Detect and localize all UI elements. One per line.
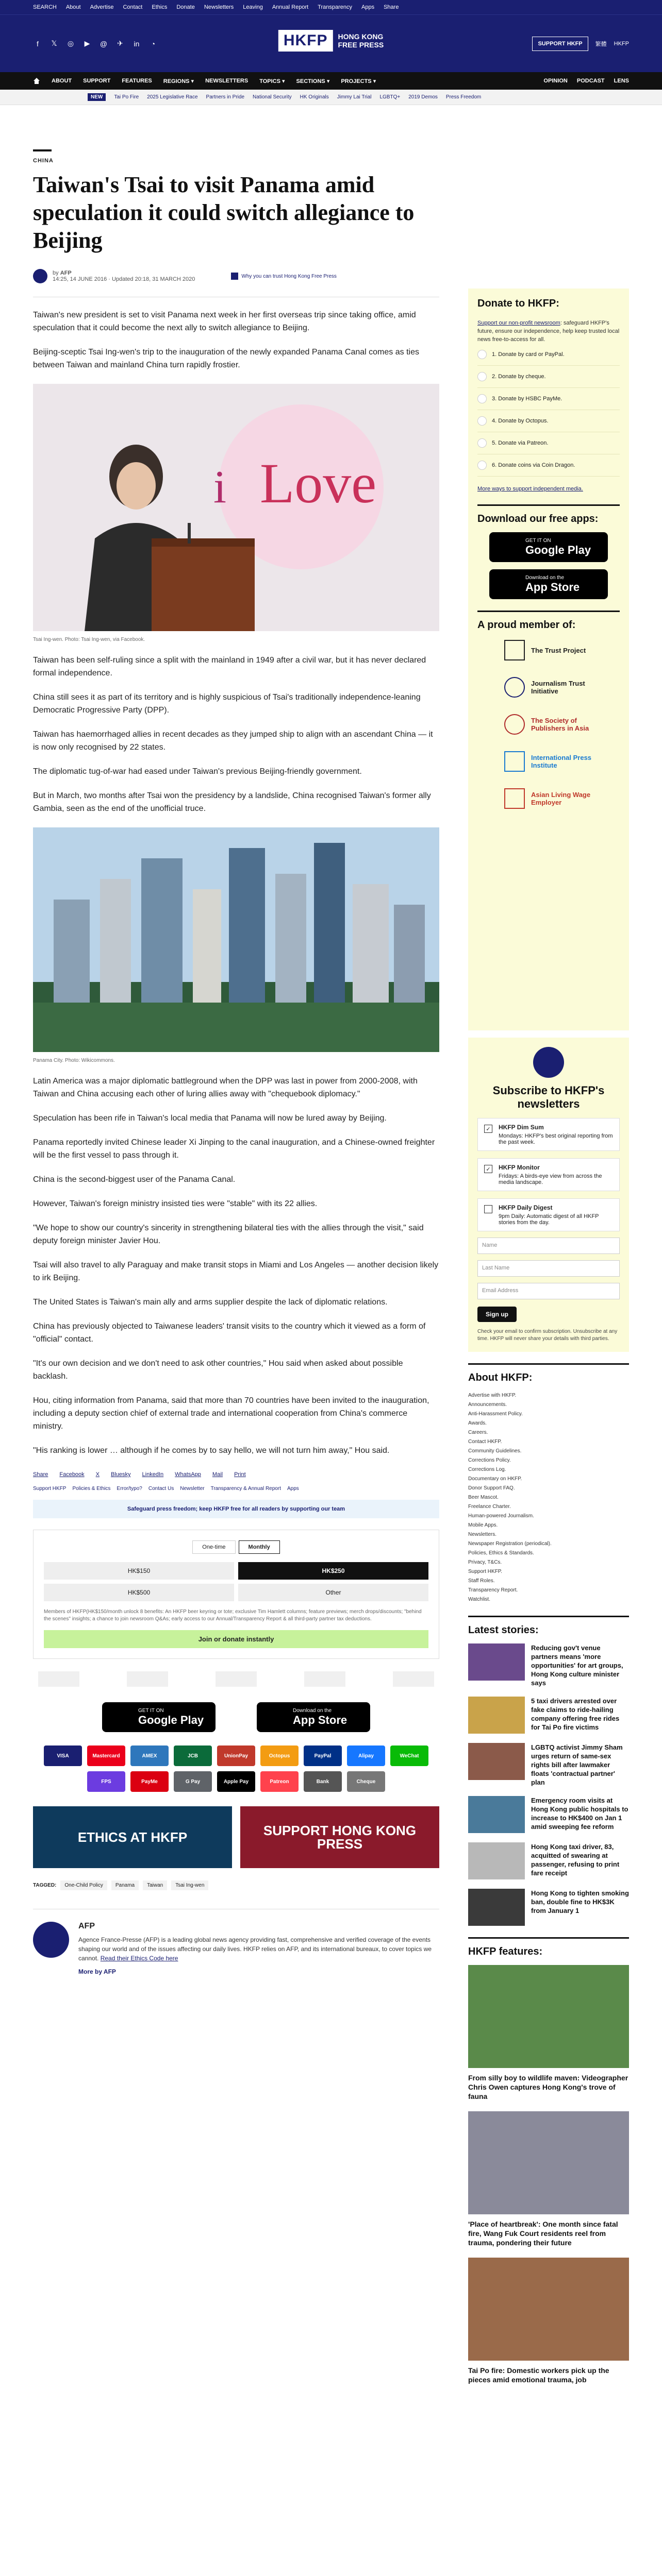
signup-note: Check your email to confirm subscription. Unsubscribe at any time. HKFP will never share your details with third parties. (477, 1329, 618, 1342)
byline (33, 269, 439, 297)
footer-link[interactable]: Newsletter (180, 1486, 205, 1492)
photo-caption: Tsai Ing-wen. Photo: Tsai Ing-wen, via Facebook. (33, 637, 145, 642)
trending-item[interactable]: HK Originals (300, 94, 329, 100)
article-body (33, 309, 439, 1457)
ethics-promo[interactable]: ETHICS AT HKFP (33, 1806, 232, 1868)
tags (33, 1880, 439, 1890)
google-play-badge[interactable]: GET IT ON Google Play (489, 532, 608, 562)
panama-image (33, 827, 439, 1052)
share-x[interactable]: X (95, 1471, 100, 1478)
paragraph: Tsai will also travel to ally Paraguay and make transit stops in Miami and Los Angeles — another decision likely to irk Beijing. (33, 1261, 439, 1282)
x-icon[interactable]: 𝕏 (51, 39, 57, 47)
app-store-badge[interactable]: Download on the App Store (257, 1702, 370, 1732)
share-print[interactable]: Print (234, 1471, 246, 1478)
support-promo[interactable]: SUPPORT HONG KONG PRESS (240, 1806, 439, 1868)
bluesky-icon[interactable]: ✈ (117, 39, 123, 47)
author-avatar (33, 269, 47, 283)
footer-link[interactable]: Contact Us (148, 1486, 174, 1492)
payment-logo[interactable]: G Pay (174, 1771, 212, 1792)
paragraph: The United States is Taiwan's main ally and arms supplier despite the lack of diplomatic relations. (33, 1298, 388, 1307)
payment-logo[interactable]: Bank (304, 1771, 342, 1792)
main-nav (0, 72, 662, 90)
logo-text: HONG KONG FREE PRESS (338, 32, 384, 49)
linkedin-icon[interactable]: in (134, 39, 140, 48)
share-mail[interactable]: Mail (212, 1471, 223, 1478)
search-link[interactable]: SEARCH (33, 4, 57, 10)
article-title: Taiwan's Tsai to visit Panama amid speculation it could switch allegiance to Beijing (33, 172, 415, 253)
footer-links (33, 1486, 439, 1492)
about-link[interactable]: Human-powered Journalism. (468, 1513, 534, 1519)
more-ways-link[interactable]: More ways to support independent media. (477, 486, 583, 492)
tsai-image (33, 384, 439, 631)
tag[interactable]: Tsai Ing-wen (171, 1880, 208, 1890)
safeguard-banner[interactable]: Safeguard press freedom; keep HKFP free for all readers by supporting our team (33, 1500, 439, 1518)
top-bar (0, 0, 662, 14)
trending-nav (0, 90, 662, 105)
partner-logos (33, 1671, 439, 1687)
about-link[interactable]: Support HKFP. (468, 1569, 502, 1574)
threads-icon[interactable]: @ (100, 39, 108, 48)
member-logo[interactable]: The Society of Publishers in Asia (477, 713, 620, 736)
tag[interactable]: Panama (111, 1880, 139, 1890)
footer-link[interactable]: Apps (287, 1486, 299, 1492)
author-logo (33, 1922, 69, 1958)
chinese-link[interactable]: 繁體 (595, 41, 607, 47)
google-play-badge[interactable]: GET IT ON Google Play (102, 1702, 216, 1732)
about-link[interactable]: Announcements. (468, 1402, 507, 1408)
panama-photo (33, 827, 439, 1063)
svg-text:i: i (213, 462, 227, 513)
payment-logo[interactable]: WeChat (390, 1745, 428, 1766)
payment-logo[interactable]: Octopus (260, 1745, 299, 1766)
advertise-link[interactable]: Advertise (90, 4, 114, 10)
newsletters-link[interactable]: Newsletters (204, 4, 234, 10)
sopa-logo[interactable] (216, 1671, 257, 1687)
donate-link[interactable]: Donate (176, 4, 195, 10)
share-facebook[interactable]: Facebook (59, 1471, 85, 1478)
name-field[interactable]: Name (477, 1238, 620, 1254)
payment-methods (33, 1745, 439, 1792)
donate-option[interactable]: 3. Donate by HSBC PayMe. (477, 394, 620, 410)
nav-regions[interactable]: REGIONS ▾ (163, 78, 194, 84)
member-logo[interactable]: International Press Institute (477, 750, 620, 773)
paragraph: "We hope to show our country's sincerity in strengthening bilateral ties with the allies through the visit," said deputy foreign minister Javier Hou. (33, 1224, 424, 1245)
rss-icon[interactable]: ◔ (151, 39, 156, 48)
youtube-icon[interactable]: ▶ (84, 39, 90, 47)
paragraph: China still sees it as part of its territory and is highly suspicious of Tsai's traditionally independence-leaning Democratic Progressive Party (DPP). (33, 693, 421, 715)
hkfp-badge-icon (533, 1047, 564, 1078)
about-link[interactable]: Newsletters. (468, 1532, 497, 1537)
share-whatsapp[interactable]: WhatsApp (175, 1471, 201, 1478)
about-link[interactable]: Donor Support FAQ. (468, 1485, 515, 1491)
share-linkedin[interactable]: LinkedIn (142, 1471, 164, 1478)
transparency-link[interactable]: Transparency (318, 4, 353, 10)
nav-podcast[interactable]: PODCAST (576, 78, 605, 84)
paragraph: China is the second-biggest user of the Panama Canal. (33, 1175, 236, 1184)
about-link[interactable]: Corrections Policy. (468, 1458, 511, 1463)
nav-sections[interactable]: SECTIONS ▾ (296, 78, 330, 84)
photo-caption: Panama City. Photo: Wikicommons. (33, 1058, 115, 1063)
about-link[interactable]: Beer Mascot. (468, 1495, 499, 1500)
ethics-code-link[interactable]: Read their Ethics Code here (100, 1955, 178, 1962)
donate-option[interactable]: 2. Donate by cheque. (477, 372, 620, 388)
payment-logo[interactable]: UnionPay (217, 1745, 255, 1766)
facebook-icon[interactable]: f (37, 39, 39, 48)
trust-link[interactable]: Why you can trust Hong Kong Free Press (231, 273, 337, 280)
jti-logo[interactable] (127, 1671, 168, 1687)
payment-logo[interactable]: FPS (87, 1771, 125, 1792)
paragraph: Speculation has been rife in Taiwan's local media that Panama will now be lured away by Beijing. (33, 1114, 387, 1123)
share-link[interactable]: Share (384, 4, 399, 10)
last-name-field[interactable]: Last Name (477, 1260, 620, 1277)
author-box (33, 1909, 439, 1976)
about-title: About HKFP: (468, 1363, 629, 1384)
author-box-name[interactable]: AFP (78, 1922, 95, 1930)
about-link[interactable]: Documentary on HKFP. (468, 1476, 522, 1482)
payment-logo[interactable]: Cheque (347, 1771, 385, 1792)
nav-features[interactable]: FEATURES (122, 78, 152, 84)
trending-item[interactable]: National Security (253, 94, 292, 100)
nav-lens[interactable]: LENS (614, 78, 629, 84)
non-profit-link[interactable]: Support our non-profit newsroom (477, 320, 560, 326)
new-badge: NEW (88, 93, 106, 101)
checkbox-checked[interactable]: ✓ (484, 1165, 492, 1173)
nav-support[interactable]: SUPPORT (83, 78, 111, 84)
about-link[interactable]: Freelance Charter. (468, 1504, 511, 1510)
latest-title: Latest stories: (468, 1616, 629, 1636)
patreon-icon (477, 438, 487, 448)
home-icon[interactable] (33, 77, 40, 84)
paragraph: But in March, two months after Tsai won the presidency by a landslide, China recognised Taiwan's former ally Gambia, seen as the end of the unofficial truce. (33, 791, 431, 813)
about-link[interactable]: Privacy, T&Cs. (468, 1560, 502, 1565)
paragraph: "It's our own decision and we don't need to ask other countries," Hou said when asked about possible backlash. (33, 1359, 403, 1381)
amount-grid (44, 1562, 428, 1601)
trending-item[interactable]: 2019 Demos (408, 94, 438, 100)
feature-story[interactable]: From silly boy to wildlife maven: Videographer Chris Owen captures Hong Kong's trove of fauna (468, 1965, 629, 2101)
card-icon (477, 350, 487, 359)
trending-item[interactable]: 2025 Legislative Race (147, 94, 198, 100)
latest-story[interactable]: 5 taxi drivers arrested over fake claims to ride-hailing company offering free rides for Tai Po fire victims (468, 1697, 629, 1734)
about-link[interactable]: Staff Roles. (468, 1578, 495, 1584)
nav-about[interactable]: ABOUT (52, 78, 72, 84)
payment-logo[interactable]: Patreon (260, 1771, 299, 1792)
paragraph: China has previously objected to Taiwanese leaders' transit visits to the country which it viewed as a form of "official" contact. (33, 1322, 426, 1344)
one-time-option[interactable]: One-time (192, 1540, 235, 1554)
about-link[interactable]: Contact HKFP. (468, 1439, 502, 1445)
footer-link[interactable]: Policies & Ethics (72, 1486, 111, 1492)
header (0, 14, 662, 72)
tag[interactable]: Taiwan (143, 1880, 167, 1890)
about-link[interactable]: Anti-Harassment Policy. (468, 1411, 523, 1417)
article (33, 149, 439, 1976)
author-name[interactable]: AFP (60, 270, 72, 276)
divider (33, 149, 52, 151)
about-link[interactable]: Newspaper Registration (periodical). (468, 1541, 552, 1547)
ipi-logo[interactable] (304, 1671, 345, 1687)
nav-topics[interactable]: TOPICS ▾ (259, 78, 285, 84)
join-button[interactable]: Join or donate instantly (44, 1630, 428, 1648)
footer-link[interactable]: Support HKFP (33, 1486, 67, 1492)
member-logo[interactable]: Asian Living Wage Employer (477, 787, 620, 810)
newsletter-title: Subscribe to HKFP's newsletters (492, 1084, 605, 1110)
paragraph: Beijing-sceptic Tsai Ing-wen's trip to the inauguration of the newly expanded Panama Canal comes as ties between Taiwan and mainland China turn rapidly frostier. (33, 348, 419, 369)
about-link[interactable]: Community Guidelines. (468, 1448, 522, 1454)
payment-logo[interactable]: Apple Pay (217, 1771, 255, 1792)
social-icons (33, 39, 158, 48)
app-badges (33, 1702, 439, 1732)
trending-item[interactable]: LGBTQ+ (379, 94, 401, 100)
app-store-badge[interactable]: Download on the App Store (489, 569, 608, 599)
email-field[interactable]: Email Address (477, 1283, 620, 1299)
payment-logo[interactable]: PayPal (304, 1745, 342, 1766)
about-link[interactable]: Corrections Log. (468, 1467, 506, 1472)
support-hkfp-button[interactable]: SUPPORT HKFP (532, 37, 588, 51)
about-link[interactable]: Mobile Apps. (468, 1522, 498, 1528)
member-logo[interactable]: The Trust Project (477, 638, 620, 662)
amount-option-selected[interactable]: HK$250 (238, 1562, 428, 1580)
membership-note: Members of HKFP(HK$150/month unlock 8 benefits: An HKFP beer keyring or tote; exclusive Tim Hamlett columns; feature previews; merch drops/discounts; "behind the scenes" insights; a chance to join newsroom Q&As; early access to our Annual/Transparency Report & all third-party partner tax deductions. (44, 1609, 422, 1622)
paragraph: However, Taiwan's foreign ministry insisted ties were "stable" with its 22 allies. (33, 1199, 318, 1208)
apps-link[interactable]: Apps (361, 4, 375, 10)
ethics-link[interactable]: Ethics (152, 4, 168, 10)
nav-projects[interactable]: PROJECTS ▾ (341, 78, 376, 84)
share-bluesky[interactable]: Bluesky (111, 1471, 131, 1478)
paragraph: Taiwan has haemorrhaged allies in recent decades as they jumped ship to align with an ascendant China — it is now only recognised by 22 states. (33, 730, 433, 752)
octopus-icon (477, 416, 487, 426)
nav-newsletters[interactable]: NEWSLETTERS (205, 78, 249, 84)
share-label: Share (33, 1471, 48, 1478)
footer-link[interactable]: Error/typo? (117, 1486, 142, 1492)
about-link[interactable]: Transparency Report. (468, 1587, 518, 1593)
feature-story[interactable]: 'Place of heartbreak': One month since fatal fire, Wang Fuk Court residents reel from trauma, pondering their future (468, 2111, 629, 2247)
about-link[interactable]: Policies, Ethics & Standards. (468, 1550, 534, 1556)
trust-icon (231, 273, 238, 280)
payment-logo[interactable]: AMEX (130, 1745, 169, 1766)
payment-logo[interactable]: PayMe (130, 1771, 169, 1792)
newsletter-option[interactable]: HKFP Daily Digest 9pm Daily: Automatic digest of all HKFP stories from the day. (477, 1198, 620, 1231)
article-dates: 14:25, 14 JUNE 2016 · Updated 20:18, 31 MARCH 2020 (53, 276, 195, 282)
author-bio: Agence France-Presse (AFP) is a leading global news agency providing fast, comprehensive and verified coverage of the events shaping our world and of the issues affecting our daily lives. HKFP relies on AFP, and its international bureaux, to cover topics we cannot. Read their Ethics Code here (78, 1936, 432, 1962)
payment-logo[interactable]: JCB (174, 1745, 212, 1766)
payme-icon (477, 394, 487, 403)
sidebar (468, 289, 629, 2395)
member-title: A proud member of: (477, 611, 620, 631)
feature-story[interactable]: Tai Po fire: Domestic workers pick up the pieces amid emotional trauma, job (468, 2258, 629, 2384)
tags-label: TAGGED: (33, 1883, 57, 1888)
trust-project-logo[interactable] (38, 1671, 79, 1687)
checkbox-checked[interactable]: ✓ (484, 1125, 492, 1133)
payment-logo[interactable]: VISA (44, 1745, 82, 1766)
by-label: by (53, 270, 59, 276)
donate-intro: Support our non-profit newsroom: safeguard HKFP's future, ensure our independence, help keep trusted local news free-to-access for all. (477, 320, 620, 343)
paragraph: Taiwan's new president is set to visit Panama next week in her first overseas trip since taking office, amid speculation that it could become the next ally to switch allegiance to Beijing. (33, 311, 416, 332)
logo-mark: HKFP (278, 30, 333, 52)
amount-option[interactable]: Other (238, 1584, 428, 1601)
signup-button[interactable]: Sign up (477, 1307, 517, 1322)
about-link[interactable]: About (65, 4, 81, 10)
latest-story[interactable]: LGBTQ activist Jimmy Sham urges return of same-sex rights bill after lawmaker floats 'contractual partner' plan (468, 1743, 629, 1787)
promo-banners (33, 1806, 439, 1868)
member-logo[interactable]: Journalism Trust Initiative (477, 675, 620, 699)
paragraph: "His ranking is lower … although if he comes by to say hello, we will not turn him away," Hou said. (33, 1446, 390, 1455)
about-list (468, 1391, 629, 1604)
donate-option[interactable]: 6. Donate coins via Coin Dragon. (477, 461, 620, 477)
contact-link[interactable]: Contact (123, 4, 143, 10)
trending-item[interactable]: Press Freedom (445, 94, 482, 100)
features-title: HKFP features: (468, 1937, 629, 1958)
donate-option[interactable]: 1. Donate by card or PayPal. (477, 350, 620, 366)
nav-opinion[interactable]: OPINION (543, 78, 568, 84)
latest-story[interactable]: Reducing gov't venue partners means 'more opportunities' for art groups, Hong Kong culture minister says (468, 1643, 629, 1687)
latest-story[interactable]: Emergency room visits at Hong Kong public hospitals to increase to HK$400 on Jan 1 amid sweeping fee reform (468, 1796, 629, 1833)
checkbox[interactable] (484, 1205, 492, 1213)
living-wage-logo[interactable] (393, 1671, 434, 1687)
annual-report-link[interactable]: Annual Report (272, 4, 309, 10)
trending-item[interactable]: Tai Po Fire (114, 94, 139, 100)
frequency-toggle (44, 1540, 428, 1554)
donate-box (33, 1530, 439, 1659)
about-link[interactable]: Watchlist. (468, 1597, 490, 1602)
newsletter-widget (468, 1038, 629, 1352)
trending-item[interactable]: Jimmy Lai Trial (337, 94, 372, 100)
donate-option[interactable]: 4. Donate by Octopus. (477, 416, 620, 432)
coin-icon (477, 461, 487, 470)
newsletter-option[interactable]: ✓ HKFP Monitor Fridays: A birds-eye view from across the media landscape. (477, 1158, 620, 1191)
paragraph: Taiwan has been self-ruling since a split with the mainland in 1949 after a civil war, but it has never declared formal independence. (33, 656, 426, 677)
tsai-photo (33, 384, 439, 642)
about-link[interactable]: Advertise with HKFP. (468, 1393, 517, 1398)
donate-widget (468, 289, 629, 1030)
site-logo[interactable] (278, 30, 384, 52)
share-bar (33, 1471, 439, 1478)
amount-option[interactable]: HK$150 (44, 1562, 234, 1580)
about-link[interactable]: Careers. (468, 1430, 488, 1435)
latest-story[interactable]: Hong Kong taxi driver, 83, acquitted of swearing at passenger, refusing to print fare receipt (468, 1842, 629, 1879)
paragraph: The diplomatic tug-of-war had eased under Taiwan's previous Beijing-friendly government. (33, 767, 362, 776)
donate-option[interactable]: 5. Donate via Patreon. (477, 438, 620, 454)
cheque-icon (477, 372, 487, 381)
tag[interactable]: One-Child Policy (60, 1880, 107, 1890)
latest-story[interactable]: Hong Kong to tighten smoking ban, double fine to HK$3K from January 1 (468, 1889, 629, 1926)
newsletter-option[interactable]: ✓ HKFP Dim Sum Mondays: HKFP's best original reporting from the past week. (477, 1118, 620, 1151)
paragraph: Latin America was a major diplomatic battleground when the DPP was last in power from 2000-2008, with Taiwan and China accusing each other of luring allies away with "chequebook diplomacy." (33, 1077, 418, 1098)
paragraph: Panama reportedly invited Chinese leader Xi Jinping to the canal inauguration, and a Chinese-owned freighter will be the first vessel to pass through it. (33, 1138, 435, 1160)
hkfp-link[interactable]: HKFP (614, 40, 629, 47)
donate-title: Donate to HKFP: (477, 298, 559, 309)
instagram-icon[interactable]: ◎ (67, 39, 74, 47)
trending-item[interactable]: Partners in Pride (206, 94, 245, 100)
about-link[interactable]: Awards. (468, 1420, 487, 1426)
category-label[interactable]: CHINA (33, 158, 54, 164)
more-by-link[interactable]: More by AFP (78, 1968, 116, 1975)
leaving-link[interactable]: Leaving (243, 4, 263, 10)
apps-title: Download our free apps: (477, 504, 620, 525)
svg-text:Love: Love (260, 452, 377, 515)
amount-option[interactable]: HK$500 (44, 1584, 234, 1601)
payment-logo[interactable]: Alipay (347, 1745, 385, 1766)
payment-logo[interactable]: Mastercard (87, 1745, 125, 1766)
monthly-option[interactable]: Monthly (239, 1540, 280, 1554)
footer-link[interactable]: Transparency & Annual Report (210, 1486, 281, 1492)
paragraph: Hou, citing information from Panama, said that more than 70 countries have been invited to the inauguration, including a deputy section chief of external trade and international cooperation from China's commerce ministry. (33, 1396, 429, 1431)
